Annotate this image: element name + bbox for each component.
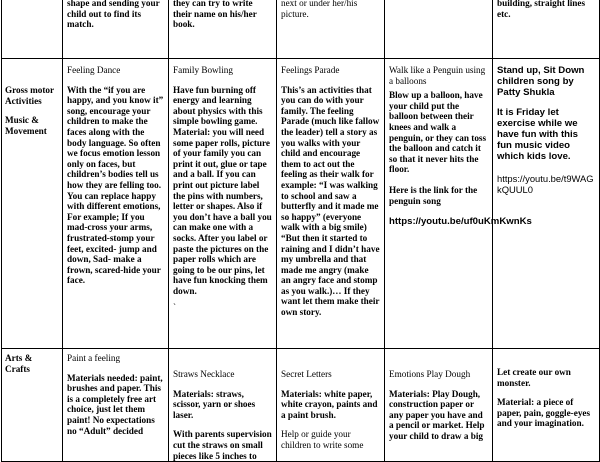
row-label-cell: [2, 0, 63, 59]
table-row: [2, 59, 600, 349]
table-row: [2, 349, 600, 462]
cell-text: [385, 0, 493, 59]
table-row: [2, 0, 600, 59]
activity-title: Secret Letters: [281, 369, 332, 379]
activity-title: Straws Necklace: [173, 369, 235, 379]
activity-body: Help or guide your children to write some: [281, 429, 364, 450]
activity-body: Blow up a balloon, have your child put the balloon between their knees and walk a penguin, or they can toss the balloon and catch it so that it never hits the floor.: [389, 90, 487, 175]
activity-title: Feelings Parade: [281, 65, 340, 75]
activity-body: Materials: Play Dough, construction paper or any paper you have and a pencil or market. Help your child to draw a big: [389, 388, 485, 441]
activity-body: With the “if you are happy, and you know it” song, encourage your children to make the faces along with the body language. So often we focus emotion lesson only on faces, but children’s bodies tell us how they are felling too. You can replace happy with different emotions, For example; If you mad-cross your arms, frustrated-stomp your feet, excited- jump and down, Sad- make a frown, scared-hide your face.: [67, 84, 164, 286]
cell-text: building, straight lines etc.: [493, 0, 600, 59]
penguin-song-link[interactable]: https://youtu.be/uf0uKmKwnKs: [389, 216, 532, 228]
activity-cell-create-monster: [493, 349, 600, 462]
activity-body: Materials needed: paint, brushes and paper. This is a completely free art choice, just let them paint! No expectations no “Adult” decided: [67, 372, 163, 436]
cell-text: next or under her/his picture.: [277, 0, 385, 59]
activity-body: It is Friday let exercise while we have fun with this fun music video which kids love.: [497, 106, 579, 163]
activity-cell-feelings-parade: [277, 59, 385, 349]
activity-body: Materials: white paper, white crayon, paints and a paint brush.: [281, 388, 378, 420]
activity-body: With parents supervision cut the straws on small pieces like 5 inches to: [173, 429, 272, 461]
link-label: Here is the link for the penguin song: [389, 184, 478, 206]
activity-cell-emotions-play-dough: [385, 349, 493, 462]
activity-title: Paint a feeling: [67, 353, 121, 363]
activity-body: Materials: straws, scissor, yarn or shoes laser.: [173, 388, 256, 420]
activity-title: Walk like a Penguin using a balloons: [389, 65, 486, 86]
activity-cell-secret-letters: [277, 349, 385, 462]
activity-title: Let create our own monster.: [497, 367, 571, 388]
row-label-gross-motor: [2, 59, 63, 349]
music-video-link[interactable]: https://youtu.be/t9WAGkQUUL0: [497, 172, 594, 195]
stray-mark: `: [173, 302, 177, 313]
row-label-line: Gross motor Activities: [5, 85, 54, 106]
row-label-line: Music & Movement: [5, 115, 47, 136]
activity-title: Feeling Dance: [67, 65, 121, 75]
activity-cell-penguin-walk: [385, 59, 532, 349]
activity-cell-feeling-dance: [63, 59, 169, 349]
cell-text: shape and sending your child out to find its match.: [63, 0, 169, 59]
activity-plan-table: [1, 0, 600, 462]
activity-cell-straws-necklace: [169, 349, 277, 462]
activity-title: Emotions Play Dough: [389, 369, 471, 379]
activity-body: Have fun burning off energy and learning about physics with this simple bowling game. Material: you will need some paper rolls, picture of your family you can print it out, glue or tape and a ball. If you can print out picture label the pins with numbers, letter or shapes. Also if you don’t have a ball you can make one with a socks. After you label or paste the pictures on the paper rolls which are going to be our pins, let have fun knocking them down.: [173, 84, 272, 296]
cell-text: they can try to write their name on his/her book.: [169, 0, 277, 59]
activity-cell-paint-feeling: [63, 349, 169, 462]
activity-title: Family Bowling: [173, 65, 233, 75]
activity-body: This’s an activities that you can do with your family. The feeling Parade (much like fallow the leader) tell a story as you walks with your child and encourage them to act out the feeling as their walk for example: “I was walking to school and saw a butterfly and it made me so happy” (everyone walk with a big smile) “But then it started to raining and I didn’t have my umbrella and that made me angry (make an angry face and stomp as you walk.)… If they want let them make their own story.: [281, 84, 380, 318]
row-label-arts-crafts: [2, 349, 63, 462]
row-label-line: Arts & Crafts: [5, 353, 33, 374]
activity-body: Material: a piece of paper, pain, goggle-eyes and your imagination.: [497, 397, 591, 429]
activity-cell-stand-up-sit-down: [493, 59, 600, 349]
activity-cell-family-bowling: [169, 59, 277, 349]
activity-title: Stand up, Sit Down children song by Patty Shukla: [497, 65, 585, 99]
